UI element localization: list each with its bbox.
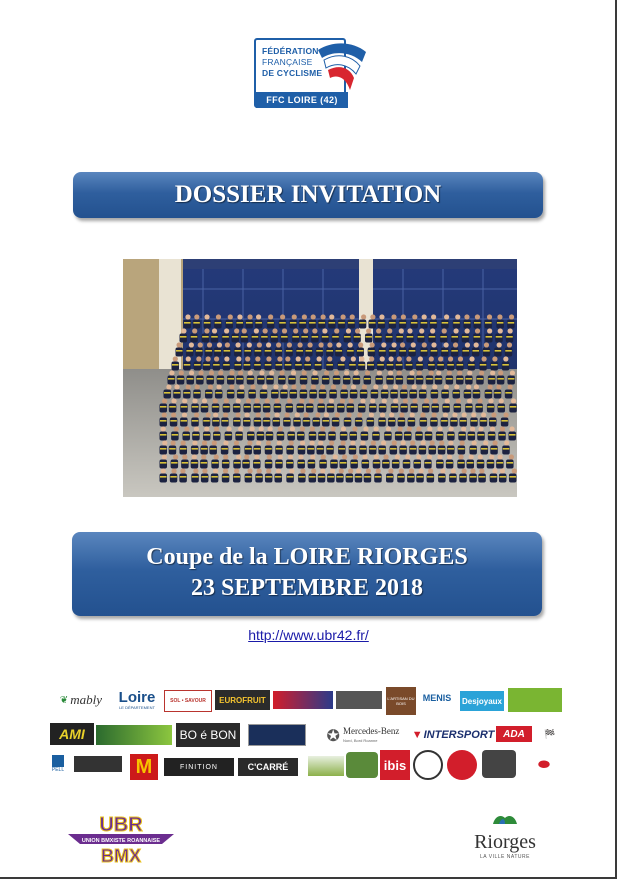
sponsor-ccarre-logo (238, 758, 298, 776)
sponsor-round-red-logo (447, 750, 477, 780)
sponsor-intersport-logo (411, 727, 495, 743)
ffc-logo-line3: DE CYCLISME (262, 68, 323, 78)
sponsor-desjoyaux-logo (460, 691, 504, 711)
sponsor-mercedes-logo (318, 724, 408, 748)
sponsor-ada-text: ADA (503, 728, 525, 740)
riorges-name: Riorges (474, 831, 536, 853)
mercedes-star-icon: ✪ (326, 728, 340, 745)
sponsor-dark3-logo (482, 750, 516, 778)
sponsor-eurofruit-logo (215, 690, 270, 710)
sponsor-round-logo (413, 750, 443, 780)
team-group-photo (123, 259, 517, 497)
riorges-leaves-icon (485, 812, 525, 824)
intersport-chevron-icon: ▼ (411, 729, 423, 741)
sponsor-mercedes-sub: Nord, Bord Roanne (342, 738, 378, 743)
ffc-logo-line1: FÉDÉRATION (262, 46, 319, 56)
event-name: Coupe de la LOIRE RIORGES (146, 544, 468, 570)
sponsor-finition-logo (164, 758, 234, 776)
sponsor-green3-logo (346, 752, 378, 778)
website-link[interactable]: http://www.ubr42.fr/ (248, 627, 369, 643)
sponsor-mercedes-text-wrap (343, 727, 399, 745)
event-banner (72, 532, 542, 616)
sponsor-red-badge-logo: ⬬ (538, 755, 550, 772)
ubr-middle-text: UNION BMXISTE ROANNAISE (81, 838, 161, 844)
sponsor-dark2-logo (74, 756, 122, 772)
riorges-tagline: LA VILLE NATURE (480, 854, 530, 860)
sponsor-mably-logo (52, 690, 110, 710)
sponsor-intersport-text: INTERSPORT (423, 729, 495, 741)
sponsor-sol-savour-text: SOL • SAVOUR (170, 698, 206, 704)
sponsor-dark-logo (336, 691, 382, 709)
ubr-bmx-emblem-icon (66, 812, 176, 866)
sponsor-pell-logo (50, 752, 66, 776)
ffc-flag-swoosh-icon (314, 40, 370, 94)
sponsor-loire-logo (112, 688, 162, 712)
sponsor-green2-logo (308, 756, 344, 776)
riorges-logo (460, 812, 550, 858)
sponsor-ibis-logo (380, 750, 410, 780)
sponsor-eurofruit-text: EUROFRUIT (219, 695, 266, 705)
sponsor-ami-text: AMI (59, 726, 85, 742)
sponsor-red-logo (273, 691, 333, 709)
mably-leaf-icon: ❦ (59, 694, 69, 706)
sponsor-finition-text: FINITION (180, 763, 218, 771)
sponsor-artisan-bois-logo (386, 687, 416, 715)
sponsor-ami-logo (50, 723, 94, 745)
ffc-loire-logo (254, 38, 370, 108)
sponsor-mercedes-text: Mercedes-Benz (342, 726, 400, 736)
sponsor-mcdonalds-logo (130, 754, 158, 780)
pell-mark-icon (52, 755, 64, 767)
sponsor-pell-text: PELL (51, 767, 65, 773)
sponsor-artisan-bois-text: L'ARTISAN DU BOIS (387, 696, 415, 706)
sponsor-sol-savour-logo (164, 690, 212, 712)
sponsor-telephone-logo (248, 724, 306, 746)
sponsor-desjoyaux-text: Desjoyaux (461, 696, 503, 706)
sponsor-loire-text: Loire (118, 689, 156, 706)
event-date: 23 SEPTEMBRE 2018 (190, 575, 424, 601)
sponsor-mably-text: mably (70, 692, 103, 707)
ubr-bmx-logo (66, 812, 176, 866)
sponsor-ada-logo (496, 726, 532, 742)
sponsor-loire-sub: LE DÉPARTEMENT (119, 705, 155, 710)
sponsor-boebon-logo (176, 723, 240, 747)
team-photo-image (123, 259, 517, 497)
sponsor-menis-logo (418, 688, 456, 708)
sponsor-menis-text: MENIS (422, 693, 452, 703)
sponsor-ccarre-text: C'CARRÉ (247, 762, 289, 772)
ubr-bmx-text: BMX (101, 846, 141, 866)
sponsor-green-car-logo (96, 725, 172, 745)
sponsor-boebon-text: BO é BON (179, 728, 237, 742)
title-banner: DOSSIER INVITATION (73, 172, 543, 218)
ffc-logo-line2: FRANÇAISE (262, 57, 313, 67)
ubr-text: UBR (99, 814, 143, 836)
sponsor-green-logo (508, 688, 562, 712)
sponsor-mcdonalds-text: M (135, 755, 153, 778)
sponsor-ibis-text: ibis (383, 757, 407, 773)
sponsor-red-car-logo: 🏁 (544, 728, 556, 739)
ffc-logo-strip: FFC LOIRE (42) (256, 92, 348, 108)
